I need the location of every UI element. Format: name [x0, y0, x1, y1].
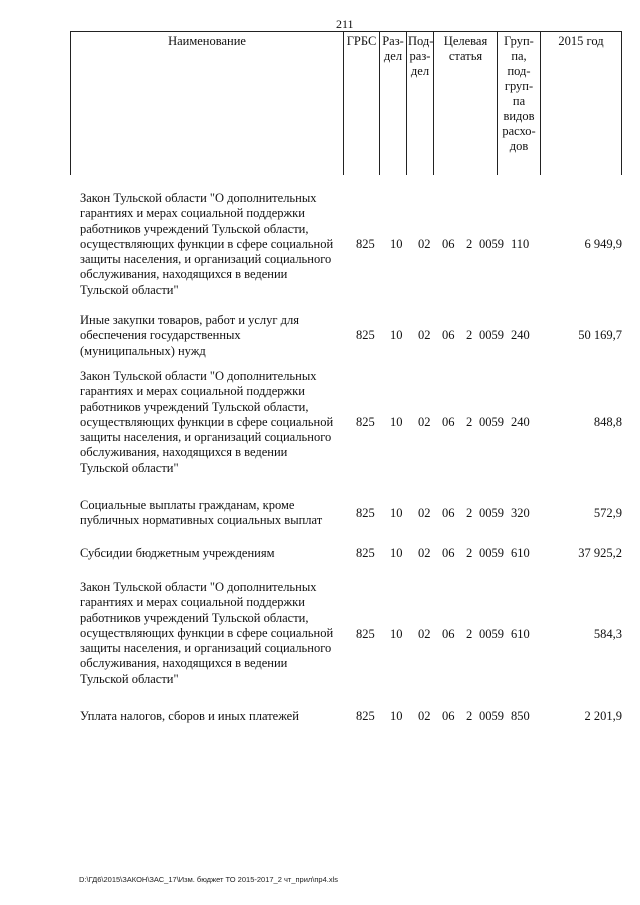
- row-razdel: 10: [390, 415, 403, 429]
- row-podrazdel: 02: [418, 328, 431, 342]
- row-grbs: 825: [356, 709, 375, 723]
- row-amount: 584,3: [593, 627, 622, 641]
- row-target-code: 0059: [479, 328, 504, 342]
- row-grbs: 825: [356, 415, 375, 429]
- table-row: [80, 369, 625, 477]
- row-razdel: 10: [390, 506, 403, 520]
- header-name: Наименование: [71, 32, 344, 176]
- row-amount: 2 201,9: [584, 709, 622, 723]
- row-amount: 572,9: [593, 506, 622, 520]
- table-row: [80, 313, 625, 361]
- row-target-code: 0059: [479, 506, 504, 520]
- row-target-subprogram: 2: [466, 328, 473, 342]
- row-name: Иные закупки товаров, работ и услуг для обеспечения государственных (муниципальных) нужд: [80, 313, 300, 358]
- row-grbs: 825: [356, 627, 375, 641]
- row-podrazdel: 02: [418, 506, 431, 520]
- row-expense-group: 240: [511, 415, 530, 429]
- row-name: Субсидии бюджетным учреждениям: [80, 546, 275, 560]
- row-podrazdel: 02: [418, 709, 431, 723]
- row-target-program: 06: [442, 506, 455, 520]
- row-grbs: 825: [356, 506, 375, 520]
- row-expense-group: 850: [511, 709, 530, 723]
- header-razdel: Раз- дел: [380, 32, 407, 176]
- row-target-subprogram: 2: [466, 546, 473, 560]
- row-target-code: 0059: [479, 415, 504, 429]
- row-expense-group: 320: [511, 506, 530, 520]
- row-podrazdel: 02: [418, 627, 431, 641]
- row-name: Закон Тульской области "О дополнительных гарантиях и мерах социальной поддержки работников учреждений Тульской области, осуществляющих функции в сфере социальной защиты населения, и организаций социального обслуживания, находящихся в ведении Тульской области": [80, 369, 334, 475]
- table-row: [80, 580, 625, 688]
- row-name: Закон Тульской области "О дополнительных гарантиях и мерах социальной поддержки работников учреждений Тульской области, осуществляющих функции в сфере социальной защиты населения, и организаций социального обслуживания, находящихся в ведении Тульской области": [80, 580, 334, 686]
- header-podrazdel: Под- раз- дел: [407, 32, 434, 176]
- row-target-subprogram: 2: [466, 709, 473, 723]
- row-podrazdel: 02: [418, 415, 431, 429]
- row-expense-group: 240: [511, 328, 530, 342]
- row-target-subprogram: 2: [466, 627, 473, 641]
- row-target-program: 06: [442, 546, 455, 560]
- row-razdel: 10: [390, 328, 403, 342]
- row-razdel: 10: [390, 546, 403, 560]
- row-grbs: 825: [356, 237, 375, 251]
- header-expense-group: Груп- па, под- груп- па видов расхо- дов: [498, 32, 541, 176]
- row-target-program: 06: [442, 328, 455, 342]
- row-target-subprogram: 2: [466, 415, 473, 429]
- row-grbs: 825: [356, 328, 375, 342]
- row-expense-group: 110: [511, 237, 530, 251]
- row-target-program: 06: [442, 627, 455, 641]
- row-amount: 50 169,7: [578, 328, 622, 342]
- table-row: [80, 191, 625, 299]
- page-number: 211: [336, 17, 354, 31]
- row-target-code: 0059: [479, 627, 504, 641]
- row-expense-group: 610: [511, 627, 530, 641]
- table-row: [80, 498, 625, 530]
- file-path-footer: D:\ГД6\2015\ЗАКОН\ЗАС_17\Изм. бюджет ТО 2015-2017_2 чт_прил\пр4.xls: [79, 875, 339, 884]
- row-expense-group: 610: [511, 546, 530, 560]
- table-row: [80, 709, 625, 725]
- row-target-subprogram: 2: [466, 506, 473, 520]
- header-grbs: ГРБС: [344, 32, 380, 176]
- table-row: [80, 546, 625, 562]
- row-amount: 37 925,2: [578, 546, 622, 560]
- header-target-article: Целевая статья: [434, 32, 498, 176]
- row-target-subprogram: 2: [466, 237, 473, 251]
- row-podrazdel: 02: [418, 237, 431, 251]
- row-target-code: 0059: [479, 237, 504, 251]
- header-year-2015: 2015 год: [541, 32, 622, 176]
- row-podrazdel: 02: [418, 546, 431, 560]
- row-razdel: 10: [390, 627, 403, 641]
- row-amount: 848,8: [593, 415, 622, 429]
- row-target-code: 0059: [479, 709, 504, 723]
- row-name: Закон Тульской области "О дополнительных гарантиях и мерах социальной поддержки работников учреждений Тульской области, осуществляющих функции в сфере социальной защиты населения, и организаций социального обслуживания, находящихся в ведении Тульской области": [80, 191, 334, 297]
- row-target-program: 06: [442, 709, 455, 723]
- row-name: Уплата налогов, сборов и иных платежей: [80, 709, 299, 723]
- row-target-program: 06: [442, 415, 455, 429]
- row-grbs: 825: [356, 546, 375, 560]
- row-target-code: 0059: [479, 546, 504, 560]
- row-razdel: 10: [390, 237, 403, 251]
- row-name: Социальные выплаты гражданам, кроме публичных нормативных социальных выплат: [80, 498, 323, 528]
- row-razdel: 10: [390, 709, 403, 723]
- table-header: [70, 31, 622, 175]
- row-target-program: 06: [442, 237, 455, 251]
- row-amount: 6 949,9: [584, 237, 622, 251]
